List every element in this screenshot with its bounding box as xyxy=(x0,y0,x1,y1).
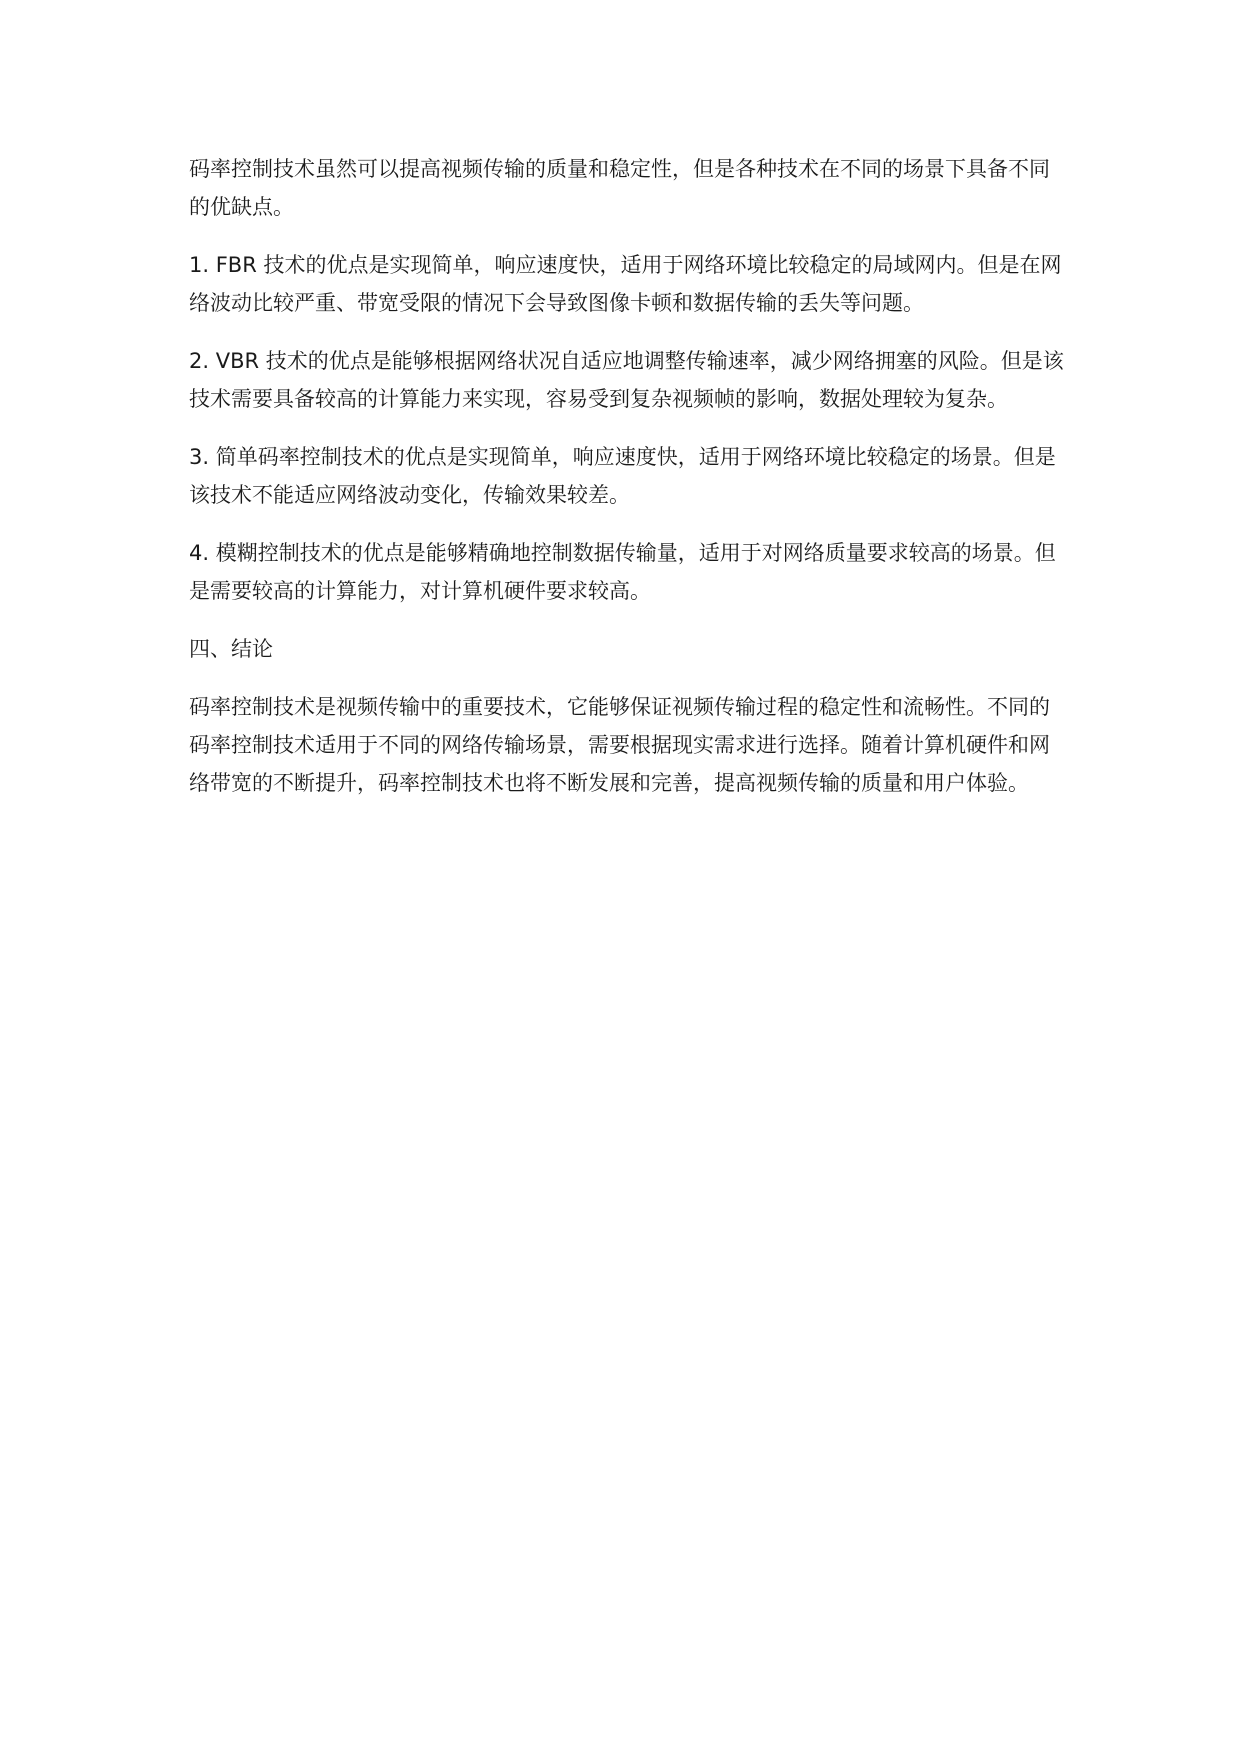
simple-rate-control-paragraph: 3. 简单码率控制技术的优点是实现简单，响应速度快，适用于网络环境比较稳定的场景。但是该技术不能适应网络波动变化，传输效果较差。 xyxy=(189,445,1056,507)
fuzzy-control-paragraph: 4. 模糊控制技术的优点是能够精确地控制数据传输量，适用于对网络质量要求较高的场景。但是需要较高的计算能力，对计算机硬件要求较高。 xyxy=(189,541,1056,603)
document-body xyxy=(189,150,1069,822)
intro-paragraph: 码率控制技术虽然可以提高视频传输的质量和稳定性，但是各种技术在不同的场景下具备不同的优缺点。 xyxy=(189,157,1050,219)
fbr-paragraph: 1. FBR 技术的优点是实现简单，响应速度快，适用于网络环境比较稳定的局域网内。但是在网络波动比较严重、带宽受限的情况下会导致图像卡顿和数据传输的丢失等问题。 xyxy=(189,253,1062,315)
conclusion-paragraph: 码率控制技术是视频传输中的重要技术，它能够保证视频传输过程的稳定性和流畅性。不同的码率控制技术适用于不同的网络传输场景，需要根据现实需求进行选择。随着计算机硬件和网络带宽的不断提升，码率控制技术也将不断发展和完善，提高视频传输的质量和用户体验。 xyxy=(189,695,1050,795)
vbr-paragraph: 2. VBR 技术的优点是能够根据网络状况自适应地调整传输速率，减少网络拥塞的风险。但是该技术需要具备较高的计算能力来实现，容易受到复杂视频帧的影响，数据处理较为复杂。 xyxy=(189,349,1064,411)
conclusion-heading: 四、结论 xyxy=(189,637,273,661)
